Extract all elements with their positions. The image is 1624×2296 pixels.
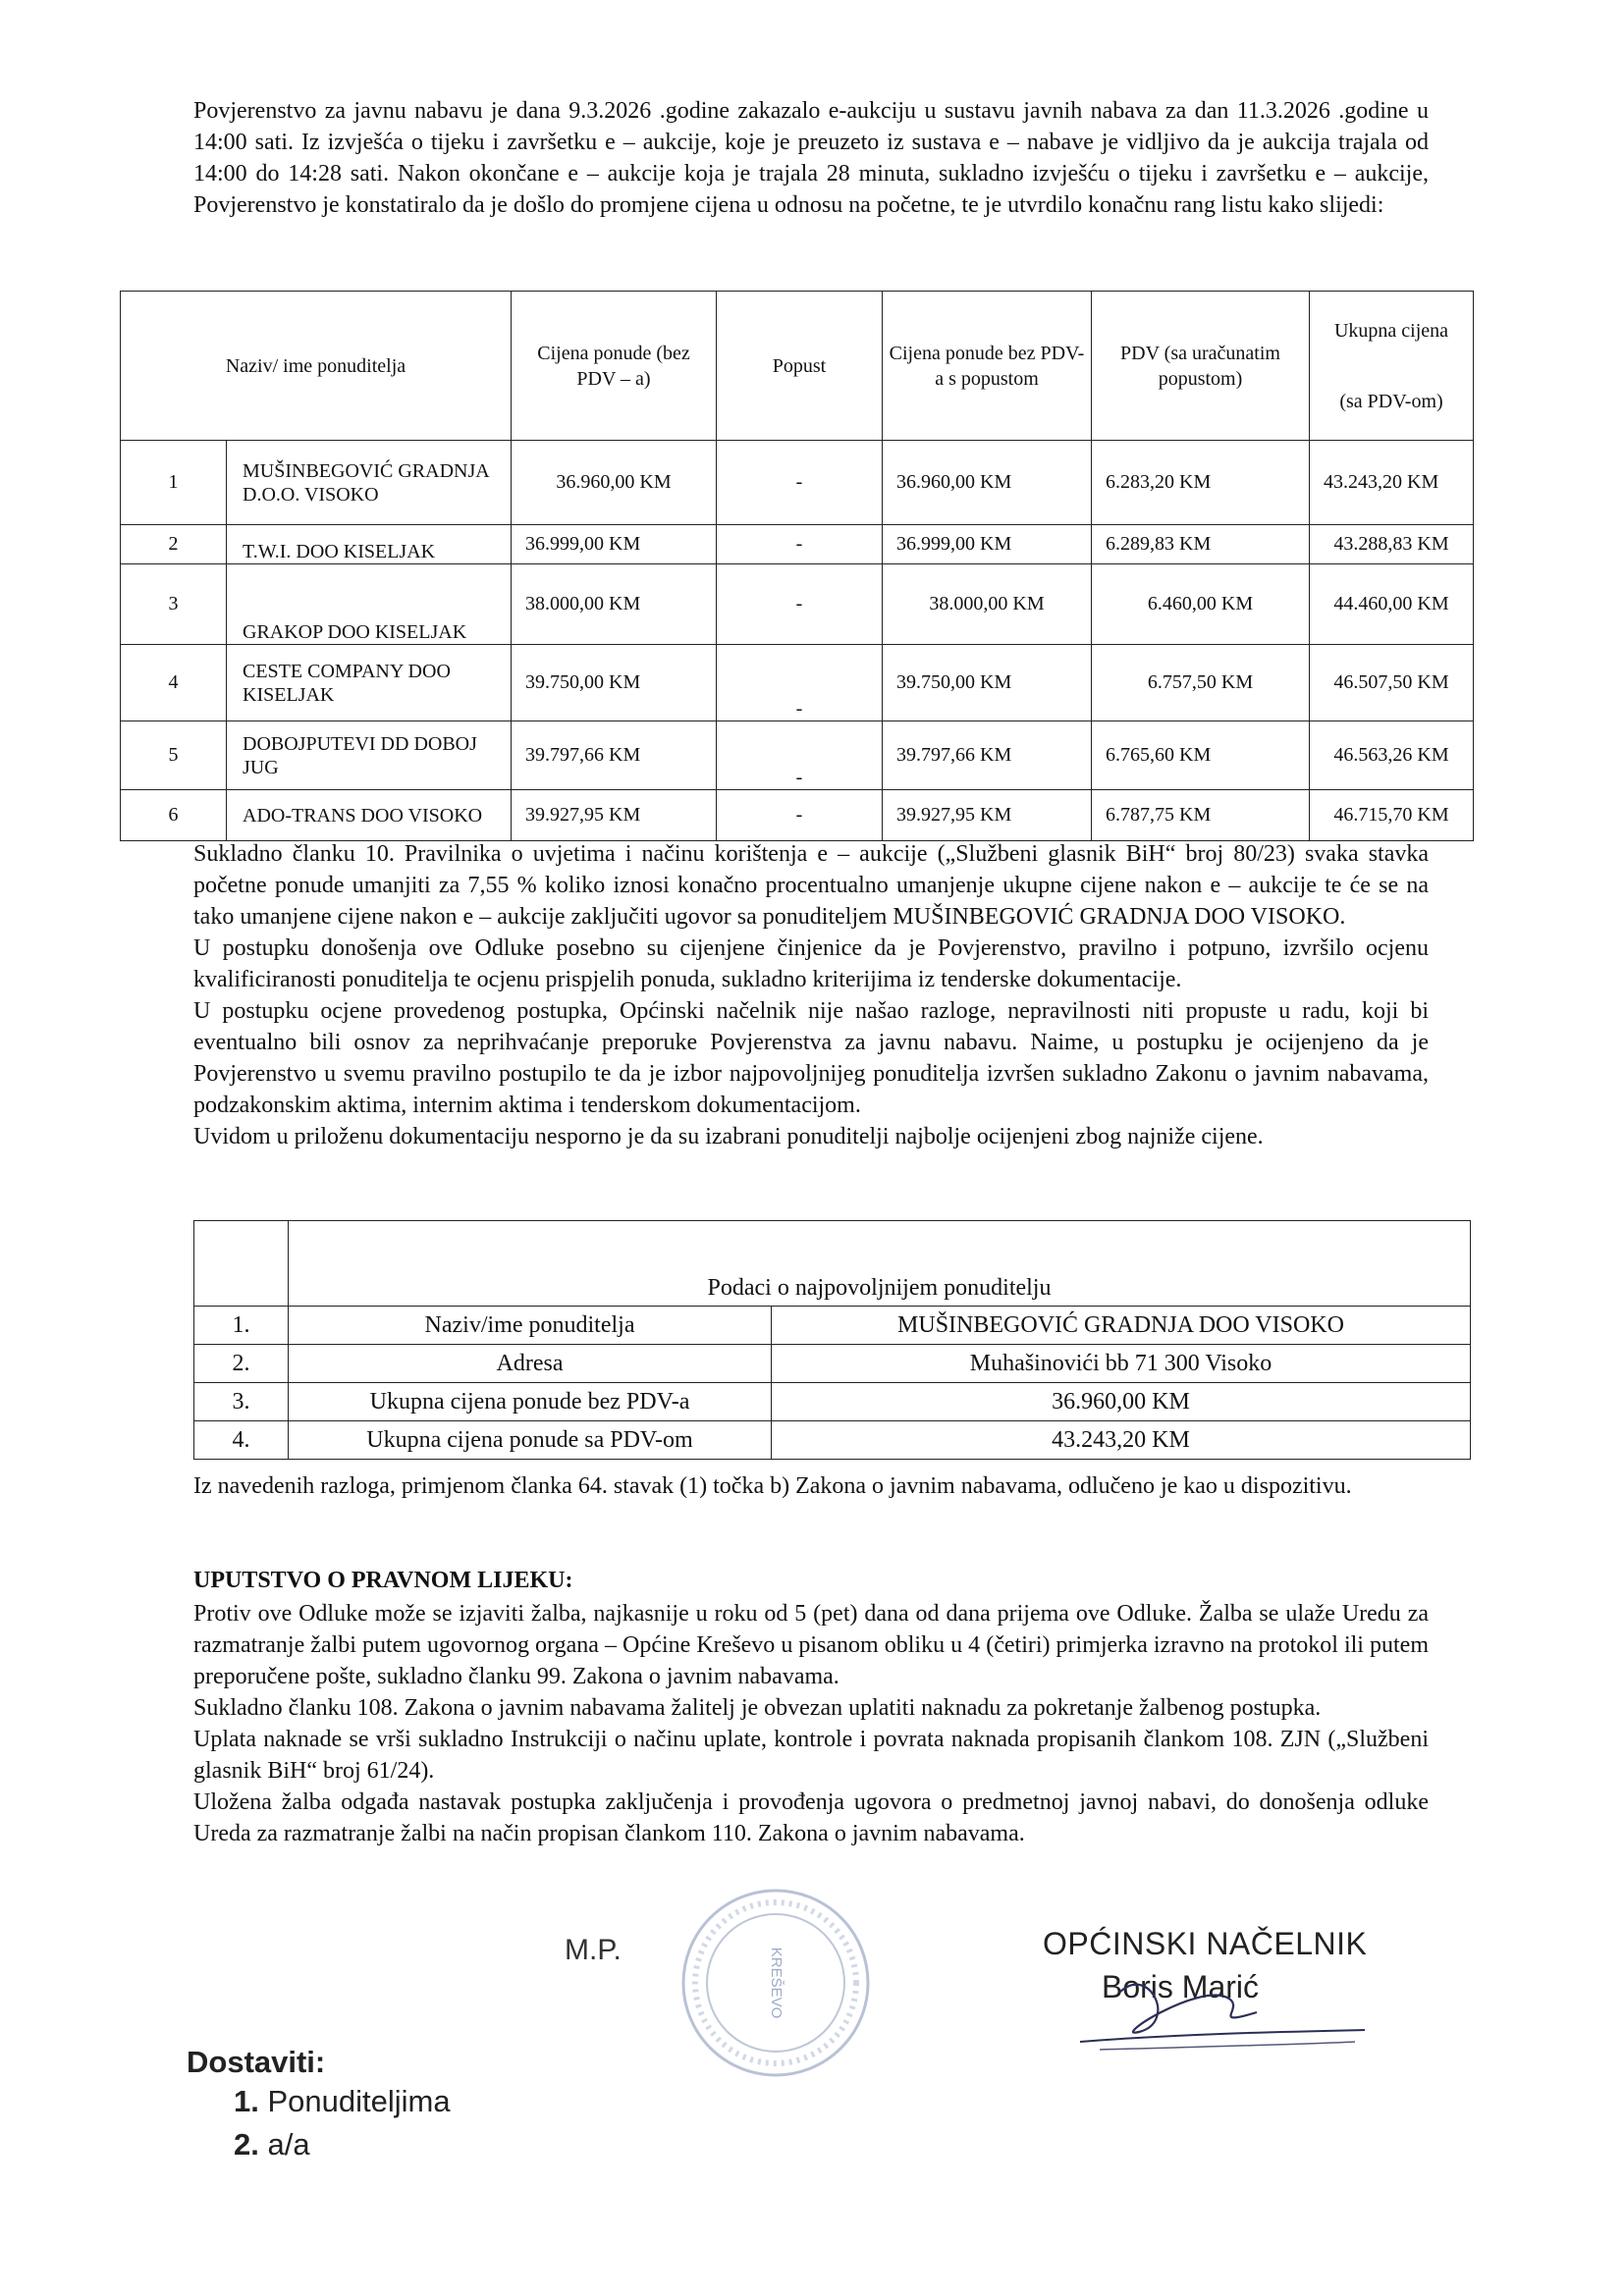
row-number: 3. <box>194 1383 289 1421</box>
delivery-item <box>234 2080 451 2123</box>
remedy-paragraph-fee: Sukladno članku 108. Zakona o javnim nabavama žalitelj je obvezan uplatiti naknadu za pokretanje žalbenog postupka. <box>193 1695 1322 1721</box>
header-discount: Popust <box>717 292 883 441</box>
row-number: 5 <box>121 721 227 790</box>
delivery-item-text: Ponuditeljima <box>267 2084 451 2118</box>
bidder-name: T.W.I. DOO KISELJAK <box>227 525 512 564</box>
best-bidder-table <box>193 1220 1471 1460</box>
row-value: 36.960,00 KM <box>772 1383 1471 1421</box>
row-value: MUŠINBEGOVIĆ GRADNJA DOO VISOKO <box>772 1307 1471 1345</box>
row-number: 4 <box>121 645 227 721</box>
best-bidder-row <box>194 1307 1471 1345</box>
delivery-item-number: 2. <box>234 2127 259 2162</box>
row-label: Adresa <box>289 1345 772 1383</box>
delivery-item-text: a/a <box>267 2127 310 2162</box>
row-label: Ukupna cijena ponude sa PDV-om <box>289 1421 772 1460</box>
header-price: Cijena ponude (bez PDV – a) <box>512 292 717 441</box>
total: 43.288,83 KM <box>1310 525 1474 564</box>
paragraph-discount: Sukladno članku 10. Pravilnika o uvjetima i načinu korištenja e – aukcije („Službeni glasnik BiH“ broj 80/23) svaka stavka početne ponude umanjiti za 7,55 % koliko iznosi konačno procentualno umanjenje ukupne cijene nakon e – aukcije te će se na tako umanjene cijene nakon e – aukcije zaključiti ugovor sa ponuditeljem MUŠINBEGOVIĆ GRADNJA DOO VISOKO. <box>193 841 1429 930</box>
total: 46.715,70 KM <box>1310 790 1474 841</box>
delivery-title: Dostaviti: <box>187 2045 326 2079</box>
discount: - <box>717 790 883 841</box>
header-total-line2: (sa PDV-om) <box>1339 390 1443 412</box>
vat: 6.460,00 KM <box>1092 564 1310 645</box>
ranking-row <box>121 721 1474 790</box>
vat: 6.765,60 KM <box>1092 721 1310 790</box>
discount: - <box>717 721 883 790</box>
row-number: 3 <box>121 564 227 645</box>
row-number: 2 <box>121 525 227 564</box>
bidder-name: CESTE COMPANY DOO KISELJAK <box>227 645 512 721</box>
price: 36.960,00 KM <box>512 441 717 525</box>
legal-remedy-heading: UPUTSTVO O PRAVNOM LIJEKU: <box>193 1568 573 1593</box>
price: 39.927,95 KM <box>512 790 717 841</box>
discount: - <box>717 525 883 564</box>
discount: - <box>717 645 883 721</box>
ranking-row <box>121 441 1474 525</box>
vat: 6.757,50 KM <box>1092 645 1310 721</box>
price-with-discount: 39.927,95 KM <box>883 790 1092 841</box>
bidder-name: MUŠINBEGOVIĆ GRADNJA D.O.O. VISOKO <box>227 441 512 525</box>
ranking-header-row <box>121 292 1474 441</box>
vat: 6.289,83 KM <box>1092 525 1310 564</box>
row-number: 6 <box>121 790 227 841</box>
price-with-discount: 39.750,00 KM <box>883 645 1092 721</box>
delivery-list <box>187 2045 451 2166</box>
row-number: 1. <box>194 1307 289 1345</box>
paragraph-review: U postupku ocjene provedenog postupka, Općinski načelnik nije našao razloge, nepravilnosti niti propuste u radu, koji bi eventualno bili osnov za neprihvaćanje preporuke Povjerenstva za javnu nabavu. Naime, u postupku je ocijenjeno da je Povjerenstvo u svemu pravilno postupilo te da je izbor najpovoljnijeg ponuditelja izvršen sukladno Zakonu o javnim nabavama, podzakonskim aktima, internim aktima i tenderskom dokumentacijom. <box>193 998 1429 1118</box>
intro-paragraph: Povjerenstvo za javnu nabavu je dana 9.3.2026 .godine zakazalo e-aukciju u sustavu javnih nabava za dan 11.3.2026 .godine u 14:00 sati. Iz izvješća o tijeku i završetku e – aukcije, koje je preuzeto iz sustava e – nabave je vidljivo da je aukcija trajala od 14:00 do 14:28 sati. Nakon okončane e – aukcije koja je trajala 28 minuta, sukladno izvješću o tijeku i završetku e – aukcije, Povjerenstvo je konstatiralo da je došlo do promjene cijena u odnosu na početne, te je utvrdilo konačnu rang listu kako slijedi: <box>193 98 1429 218</box>
best-bidder-row <box>194 1345 1471 1383</box>
total: 43.243,20 KM <box>1310 441 1474 525</box>
vat: 6.787,75 KM <box>1092 790 1310 841</box>
best-bidder-title: Podaci o najpovoljnijem ponuditelju <box>289 1221 1471 1307</box>
bidder-name: DOBOJPUTEVI DD DOBOJ JUG <box>227 721 512 790</box>
signer-title: OPĆINSKI NAČELNIK <box>1043 1926 1368 1961</box>
row-number: 2. <box>194 1345 289 1383</box>
ranking-row <box>121 645 1474 721</box>
best-bidder-row <box>194 1421 1471 1460</box>
row-value: Muhašinovići bb 71 300 Visoko <box>772 1345 1471 1383</box>
ranking-row <box>121 525 1474 564</box>
header-total-line1: Ukupna cijena <box>1333 319 1449 342</box>
remedy-paragraph-appeal: Protiv ove Odluke može se izjaviti žalba, najkasnije u roku od 5 (pet) dana od dana prijema ove Odluke. Žalba se ulaže Uredu za razmatranje žalbi putem ugovornog organa – Općine Kreševo u pisanom obliku u 4 (četiri) primjerka izravno na protokol ili putem preporučene pošte, sukladno članku 99. Zakona o javnim nabavama. <box>193 1601 1429 1689</box>
paragraph-documentation: Uvidom u priloženu dokumentaciju nesporno je da su izabrani ponuditelji najbolje ocijenjeni zbog najniže cijene. <box>193 1124 1264 1149</box>
price-with-discount: 36.960,00 KM <box>883 441 1092 525</box>
ranking-row <box>121 790 1474 841</box>
decision-paragraphs <box>193 838 1429 1152</box>
official-stamp <box>677 1885 874 2081</box>
delivery-item-number: 1. <box>234 2084 259 2118</box>
price-with-discount: 38.000,00 KM <box>883 564 1092 645</box>
total: 44.460,00 KM <box>1310 564 1474 645</box>
best-bidder-header <box>194 1221 1471 1307</box>
ranking-table <box>120 291 1474 841</box>
remedy-paragraph-payment: Uplata naknade se vrši sukladno Instrukciji o načinu uplate, kontrole i povrata naknada propisanih člankom 108. ZJN („Službeni glasnik BiH“ broj 61/24). <box>193 1727 1429 1784</box>
delivery-item <box>234 2123 451 2166</box>
best-bidder-row <box>194 1383 1471 1421</box>
row-number: 1 <box>121 441 227 525</box>
bidder-name: ADO-TRANS DOO VISOKO <box>227 790 512 841</box>
price-with-discount: 36.999,00 KM <box>883 525 1092 564</box>
total: 46.507,50 KM <box>1310 645 1474 721</box>
row-label: Ukupna cijena ponude bez PDV-a <box>289 1383 772 1421</box>
paragraph-evaluation: U postupku donošenja ove Odluke posebno su cijenjene činjenice da je Povjerenstvo, pravilno i potpuno, izvršilo ocjenu kvalificiranosti ponuditelja te ocjenu prispjelih ponuda, sukladno kriterijima iz tenderske dokumentacije. <box>193 935 1429 992</box>
price: 39.797,66 KM <box>512 721 717 790</box>
header-name: Naziv/ ime ponuditelja <box>121 292 512 441</box>
remedy-paragraph-suspension: Uložena žalba odgađa nastavak postupka zaključenja i provođenja ugovora o predmetnoj javnoj nabavi, do donošenja odluke Ureda za razmatranje žalbi na način propisan člankom 110. Zakona o javnim nabavama. <box>193 1789 1429 1846</box>
header-vat: PDV (sa uračunatim popustom) <box>1092 292 1310 441</box>
price: 36.999,00 KM <box>512 525 717 564</box>
signer-name: Boris Marić <box>1102 1969 1260 2004</box>
conclusion-paragraph: Iz navedenih razloga, primjenom članka 64. stavak (1) točka b) Zakona o javnim nabavama, odlučeno je kao u dispozitivu. <box>193 1473 1352 1499</box>
ranking-row <box>121 564 1474 645</box>
row-number: 4. <box>194 1421 289 1460</box>
handwritten-signature <box>1060 1953 1375 2071</box>
bidder-name: GRAKOP DOO KISELJAK <box>227 564 512 645</box>
vat: 6.283,20 KM <box>1092 441 1310 525</box>
total: 46.563,26 KM <box>1310 721 1474 790</box>
row-value: 43.243,20 KM <box>772 1421 1471 1460</box>
header-price-discount: Cijena ponude bez PDV-a s popustom <box>883 292 1092 441</box>
price-with-discount: 39.797,66 KM <box>883 721 1092 790</box>
header-total <box>1310 292 1474 441</box>
price: 39.750,00 KM <box>512 645 717 721</box>
seal-place-label: M.P. <box>565 1934 622 1966</box>
discount: - <box>717 564 883 645</box>
row-label: Naziv/ime ponuditelja <box>289 1307 772 1345</box>
legal-remedy-text <box>193 1598 1429 1849</box>
discount: - <box>717 441 883 525</box>
stamp-text: KREŠEVO <box>768 1947 785 2019</box>
price: 38.000,00 KM <box>512 564 717 645</box>
